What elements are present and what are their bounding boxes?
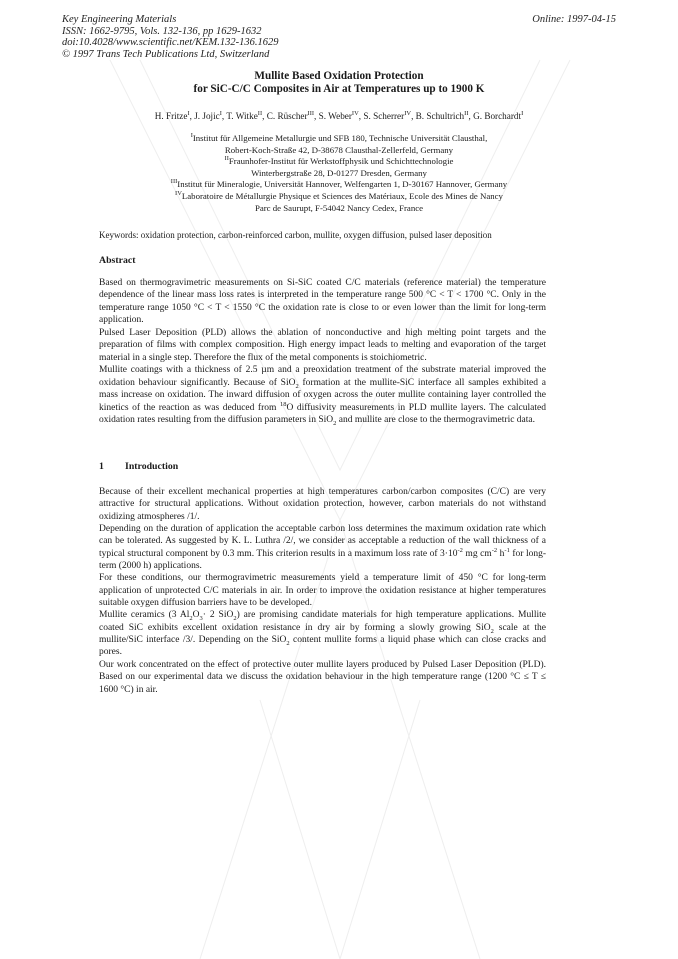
copyright-line: © 1997 Trans Tech Publications Ltd, Switzerland	[62, 48, 270, 60]
affiliation-mark: III	[170, 178, 178, 186]
author-name: C. Rüscher	[266, 111, 308, 121]
affiliation-mark: II	[257, 109, 263, 117]
affiliation-mark: IV	[175, 190, 182, 198]
affiliation-mark: IV	[351, 109, 359, 117]
affiliation-list	[80, 133, 598, 214]
affiliation-mark: I	[187, 109, 190, 117]
abstract-paragraph: Pulsed Laser Deposition (PLD) allows the ablation of nonconductive and high melting point targets and the preparation of films with complex composition. High energy impact leads to melting and evaporation of the target material in a single step. Therefore the flux of the metal components is stoichiometric.	[99, 327, 546, 363]
section-number: 1	[99, 461, 104, 472]
section-heading-introduction	[99, 461, 178, 472]
online-date: Online: 1997-04-15	[532, 14, 616, 25]
affiliation-mark: III	[307, 109, 315, 117]
issn-line: ISSN: 1662-9795, Vols. 132-136, pp 1629-1632	[62, 25, 262, 37]
author-name: H. Fritze	[154, 111, 188, 121]
affiliation-mark: I	[521, 109, 524, 117]
author-name: S. Scherrer	[363, 111, 405, 121]
title-line-2: for SiC-C/C Composites in Air at Temperatures up to 1900 K	[193, 83, 485, 95]
affiliation-line: $^{II}$Fraunhofer-Institut für Werkstoffphysik und Schichttechnologie	[224, 155, 454, 167]
affiliation-mark: II	[464, 109, 469, 117]
journal-name: Key Engineering Materials	[62, 14, 177, 25]
author-list: H. Fritze$^I$, J. Jojic$^I$, T. Witke$^{II}$, C. Rüscher$^{III}$, S. Weber$^{IV}$, S. Scherrer$^{IV}$, B. Schultrich$^{II}$, G. Borchardt$^I$	[154, 109, 524, 121]
abstract-heading: Abstract	[99, 255, 136, 266]
affiliation-mark: I	[190, 132, 193, 140]
abstract-body	[99, 277, 546, 426]
keywords: Keywords: oxidation protection, carbon-reinforced carbon, mullite, oxygen diffusion, pulsed laser deposition	[99, 230, 492, 240]
affiliation-mark: IV	[404, 109, 412, 117]
intro-paragraph: Mullite ceramics (3 $Al_2O_3\cdot 2$ SiO$_2$) are promising candidate materials for high temperature applications. Mullite coated SiC exhibits excellent oxidation resistance in dry air by forming a slowly growing SiO$_2$ scale at the mullite/SiC interface /3/. Depending on the SiO$_2$ content mullite forms a liquid phase which can close cracks and pores.	[99, 610, 547, 658]
intro-paragraph: For these conditions, our thermogravimetric measurements yield a temperature limit of 450 °C for long-term application of unprotected C/C materials in air. In order to improve the oxidation resistance at higher temperatures suitable oxygen diffusion barriers have to be developed.	[99, 573, 546, 609]
author-name: J. Jojic	[194, 111, 220, 121]
abstract-paragraph: Mullite coatings with a thickness of 2.5 µm and a preoxidation treatment of the substrate material improved the oxidation behaviour significantly. Because of SiO$_2$ formation at the mullite-SiC interface all samples exhibited a mass increase on oxidation. The inward diffusion of oxygen across the outer mullite containing layer controlled the kinetics of the reaction as was deduced from $^{18}$O diffusivity measurements in PLD mullite layers. The calculated oxidation rates resulting from the diffusion parameters in SiO$_2$ and mullite are close to the thermogravimetric data.	[99, 365, 547, 427]
author-name: G. Borchardt	[473, 111, 522, 121]
intro-paragraph: Depending on the duration of application the acceptable carbon loss determines the maximum oxidation rate which can be tolerated. As suggested by K. L. Luthra /2/, we consider as acceptable a reduction of the wall thickness of a typical structural component by 0.3 mm. This criterion results in a maximum loss rate of $3\cdot 10^{-2}$ mg $cm^{-2}$ $h^{-1}$ for long-term (2000 h) applications.	[99, 524, 547, 572]
introduction-body	[99, 486, 546, 696]
affiliation-line: Winterbergstraße 28, D-01277 Dresden, Germany	[251, 167, 427, 178]
journal-header	[62, 14, 279, 60]
author-name: S. Weber	[318, 111, 352, 121]
intro-paragraph: Because of their excellent mechanical properties at high temperatures carbon/carbon composites (C/C) are very attractive for structural applications. Without oxidation protection, however, carbon materials do not withstand oxidizing atmospheres /1/.	[99, 487, 546, 522]
doi-line: doi:10.4028/www.scientific.net/KEM.132-136.1629	[62, 37, 279, 48]
affiliation-line: Parc de Saurupt, F-54042 Nancy Cedex, France	[254, 202, 424, 213]
affiliation-line: $^I$Institut für Allgemeine Metallurgie und SFB 180, Technische Universität Clausthal,	[190, 132, 488, 143]
author-name: T. Witke	[226, 111, 258, 121]
affiliation-line: $^{III}$Institut für Mineralogie, Universität Hannover, Welfengarten 1, D-30167 Hannover, Germany	[170, 178, 508, 190]
affiliation-mark: II	[224, 155, 229, 163]
intro-paragraph: Our work concentrated on the effect of protective outer mullite layers produced by Pulsed Laser Deposition (PLD). Based on our experimental data we discuss the oxidation behaviour in the high temperature range (1200 °C ≤ T ≤ 1600 °C) in air.	[99, 659, 546, 695]
paper-title	[100, 70, 578, 96]
abstract-paragraph: Based on thermogravimetric measurements on Si-SiC coated C/C materials (reference material) the temperature dependence of the linear mass loss rates is interpreted in the temperature range 500 °C < T < 1700 °C. Only in the temperature range 1050 °C < T < 1550 °C the oxidation rate is close to or even lower than the limit for long-term application.	[99, 278, 546, 326]
author-name: B. Schultrich	[415, 111, 465, 121]
affiliation-mark: I	[219, 109, 222, 117]
section-title: Introduction	[125, 461, 179, 472]
affiliation-line: Robert-Koch-Straße 42, D-38678 Clausthal-Zellerfeld, Germany	[224, 144, 454, 155]
title-line-1: Mullite Based Oxidation Protection	[254, 70, 424, 82]
affiliation-line: $^{IV}$Laboratoire de Métallurgie Physique et Sciences des Matériaux, Ecole des Mines de Nancy	[175, 190, 503, 201]
